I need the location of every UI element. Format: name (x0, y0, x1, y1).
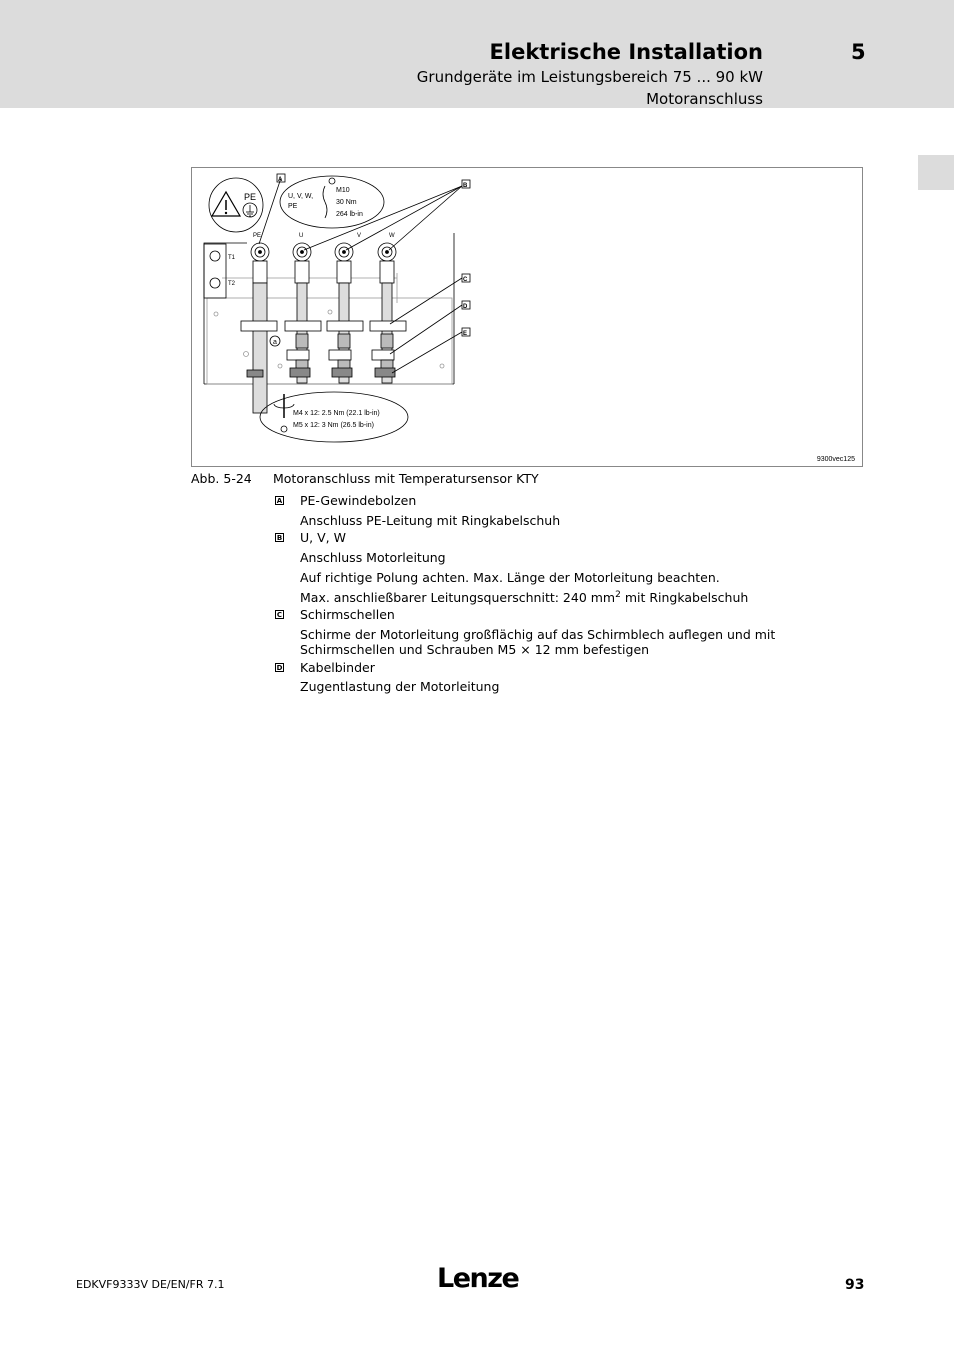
figure-motor-connection (191, 167, 863, 467)
legend-a-desc: Anschluss PE-Leitung mit Ringkabelschuh (300, 513, 561, 528)
figure-code: 9300vec125 (816, 456, 855, 463)
marker-c: C (463, 277, 468, 283)
legend-d-title: Kabelbinder (300, 660, 375, 675)
label-torque-lbin: 264 lb-in (336, 211, 363, 218)
label-u: U (299, 233, 304, 239)
label-m10: M10 (336, 187, 350, 194)
legend-b-desc2: Auf richtige Polung achten. Max. Länge der Motorleitung beachten. (300, 570, 720, 585)
header-band (0, 0, 954, 108)
label-terminal-list-pe: PE (288, 203, 298, 210)
lenze-logo: Lenze (437, 1263, 519, 1294)
label-terminal-list: U, V, W, (288, 193, 314, 200)
label-a-small: a (273, 339, 277, 346)
label-screw-m4: M4 x 12: 2.5 Nm (22.1 lb-in) (293, 410, 380, 417)
marker-b: B (463, 183, 468, 189)
legend-b-desc3 (300, 590, 748, 605)
label-v: V (357, 233, 362, 239)
marker-e: E (463, 331, 468, 337)
legend-b-desc3-pre: Max. anschließbarer Leitungsquerschnitt: 240 mm (300, 590, 616, 606)
legend-b-title: U, V, W (300, 530, 346, 545)
label-torque-nm: 30 Nm (336, 199, 357, 206)
legend-d-desc: Zugentlastung der Motorleitung (300, 679, 500, 694)
legend-marker-b: B (276, 534, 283, 542)
legend-b-desc1: Anschluss Motorleitung (300, 550, 446, 565)
marker-d: D (463, 304, 468, 310)
figure-number: Abb. 5-24 (191, 471, 252, 486)
legend-b-desc3-post: mit Ringkabelschuh (620, 590, 749, 606)
legend-marker-c: C (276, 611, 283, 619)
figure-caption: Motoranschluss mit Temperatursensor KTY (273, 471, 539, 486)
document-id: EDKVF9333V DE/EN/FR 7.1 (76, 1278, 225, 1291)
marker-a: A (278, 177, 283, 183)
page-subtitle: Grundgeräte im Leistungsbereich 75 ... 90 kW (416, 68, 763, 86)
label-pe: PE (244, 192, 257, 202)
page-title: Elektrische Installation (489, 40, 763, 64)
label-t2: T2 (228, 281, 236, 287)
legend-c-desc: Schirme der Motorleitung großflächig auf das Schirmblech auflegen und mit Schirmschellen und Schrauben M5 × 12 mm befestigen (300, 627, 776, 657)
legend-c-title: Schirmschellen (300, 607, 395, 622)
legend-b-desc3-sup: 2 (615, 590, 621, 600)
label-t1: T1 (228, 255, 236, 261)
chapter-number: 5 (851, 40, 866, 64)
label-pe-terminal: PE (253, 233, 262, 239)
wiring-diagram (192, 168, 864, 468)
label-w: W (389, 233, 395, 239)
label-screw-m5: M5 x 12: 3 Nm (26.5 lb-in) (293, 422, 374, 429)
page-section: Motoranschluss (646, 90, 763, 108)
page-number: 93 (845, 1277, 865, 1293)
legend-marker-d: D (276, 664, 283, 672)
chapter-tab-marker (918, 155, 954, 190)
legend-a-title: PE-Gewindebolzen (300, 493, 417, 508)
legend-marker-a: A (276, 497, 283, 505)
